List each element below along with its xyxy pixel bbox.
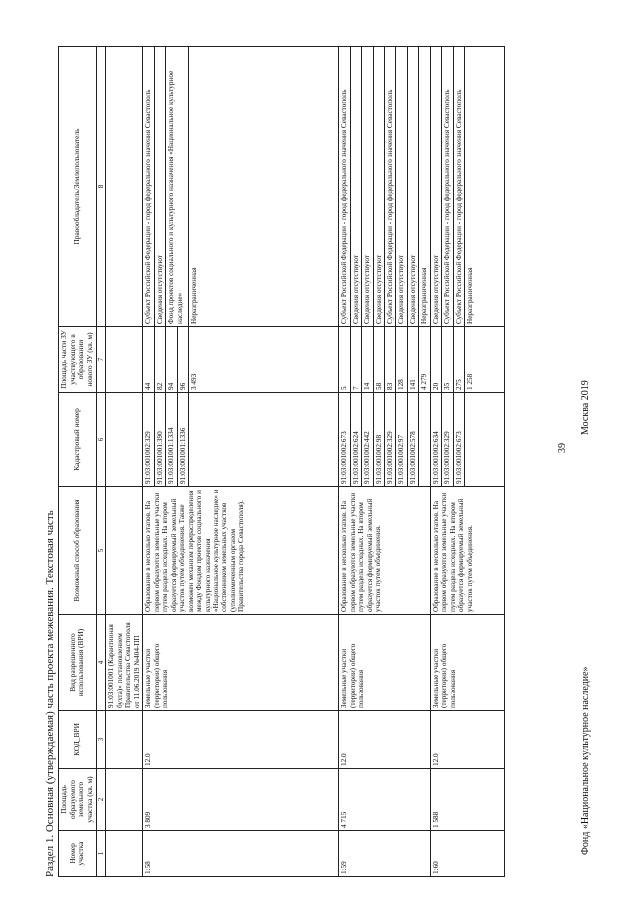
part-area: 20 [430, 327, 441, 393]
col-header: Площадь части ЗУ участвующего в образовании нового ЗУ (кв. м) [59, 327, 97, 393]
plot-number: 1:60 [430, 831, 504, 877]
column-number: 6 [96, 393, 105, 487]
plot-code: 12.0 [143, 711, 339, 769]
plot-method: Образование в несколько этапов. На первом образуются земельные участки путем раздела исходных. На втором образуется формируемый земельный участок путем объединения. [430, 487, 504, 615]
owner: Неразграниченная [189, 47, 339, 327]
column-number: 3 [96, 711, 105, 769]
part-area: 128 [396, 327, 407, 393]
column-number: 5 [96, 487, 105, 615]
col-header: Номер участка [59, 831, 97, 877]
col-header: Возможный способ образования [59, 487, 97, 615]
cadastral-number: 91:03:001001:390 [154, 393, 165, 487]
plot-area: 1 588 [430, 769, 504, 831]
owner: Неразграниченная [465, 47, 505, 327]
cadastral-number: 91:03:001002:329 [385, 393, 396, 487]
page-number: 39 [557, 443, 568, 453]
owner: Сведения отсутствуют [430, 47, 441, 327]
cadastral-number: 91:03:001002:578 [407, 393, 418, 487]
cadastral-number: 91:03:001002:673 [453, 393, 464, 487]
part-area: 58 [373, 327, 384, 393]
owner: Сведения отсутствуют [373, 47, 384, 327]
part-area: 83 [385, 327, 396, 393]
plot-area: 4 715 [339, 769, 431, 831]
cadastral-number [419, 393, 430, 487]
cadastral-number: 91:03:001002:442 [362, 393, 373, 487]
table-row [339, 47, 350, 877]
cadastral-number: 91:03:001002:97 [396, 393, 407, 487]
header-row [59, 47, 97, 877]
plot-code: 12.0 [430, 711, 504, 769]
plot-number: 1:58 [143, 831, 339, 877]
part-area: 94 [166, 327, 177, 393]
part-area: 3 493 [189, 327, 339, 393]
owner: Субъект Российской Федерации - город федерального значения Севастополь [385, 47, 396, 327]
col-header: КОД_ВРИ [59, 711, 97, 769]
column-number: 8 [96, 47, 105, 327]
section-heading: Раздел 1. Основная (утверждаемая) часть проекта межевания. Текстовая часть [44, 510, 56, 877]
plot-number: 1:59 [339, 831, 431, 877]
owner: Сведения отсутствуют [362, 47, 373, 327]
plot-vri: Земельные участки (территории) общего пользования [339, 615, 431, 711]
part-area: 44 [143, 327, 154, 393]
table-row [143, 47, 154, 877]
cadastral-number: 91:03:001002:329 [143, 393, 154, 487]
part-area: 96 [177, 327, 188, 393]
part-area: 4 279 [419, 327, 430, 393]
plot-method: Образование в несколько этапов. На первом образуются земельные участки путем раздела исходных. На втором образуется формируемый земельный участок путем объединения. [339, 487, 431, 615]
col-header: Площадь образуемого земельного участка (кв. м) [59, 769, 97, 831]
cadastral-number: 91:03:001002:634 [430, 393, 441, 487]
col-header: Правообладатель/Землепользователь [59, 47, 97, 327]
land-plots-table [58, 46, 505, 877]
col-header: Кадастровый номер [59, 393, 97, 487]
plot-method: Образование в несколько этапов. На первом образуются земельные участки путем раздела исходных. На втором образуется формируемый земельный участок путем объединения. Также возможен механизм перераспределения между Фондом проектов социального и культурного назначения «Национальное культурное наследие» и собственником земельных участков (уполномоченным органом Правительства города Севастополя). [143, 487, 339, 615]
plot-area: 3 809 [143, 769, 339, 831]
part-area: 14 [362, 327, 373, 393]
column-number: 7 [96, 327, 105, 393]
part-area: 1 258 [465, 327, 505, 393]
column-number-row [96, 47, 105, 877]
footer-city-year: Москва 2019 [580, 380, 591, 435]
owner: Сведения отсутствуют [407, 47, 418, 327]
owner: Сведения отсутствуют [154, 47, 165, 327]
cadastral-number: 91:03:001001:1334 [166, 393, 177, 487]
vri-continuation: 91:03:001001 (Карантинная бухта)» постановлением Правительства Севастополя от 11.06.2019 №404-ПП [106, 615, 143, 711]
owner: Фонд проектов социального и культурного назначения «Национальное культурное наследие» [166, 47, 189, 327]
column-number: 1 [96, 831, 105, 877]
owner: Неразграниченная [419, 47, 430, 327]
part-area: 35 [442, 327, 453, 393]
cadastral-number [465, 393, 505, 487]
table-row [430, 47, 441, 877]
cadastral-number [189, 393, 339, 487]
cadastral-number: 91:03:001002:329 [442, 393, 453, 487]
owner: Субъект Российской Федерации - город федерального значения Севастополь [143, 47, 154, 327]
cadastral-number: 91:03:001001:1336 [177, 393, 188, 487]
plot-code: 12.0 [339, 711, 431, 769]
part-area: 275 [453, 327, 464, 393]
owner: Субъект Российской Федерации - город федерального значения Севастополь [442, 47, 453, 327]
part-area: 141 [407, 327, 418, 393]
col-header: Вид разрешенного использования (ВРИ) [59, 615, 97, 711]
plot-vri: Земельные участки (территории) общего пользования [430, 615, 504, 711]
part-area: 5 [339, 327, 350, 393]
column-number: 2 [96, 769, 105, 831]
owner: Субъект Российской Федерации - город федерального значения Севастополь [339, 47, 350, 327]
cadastral-number: 91:03:001002:98 [373, 393, 384, 487]
owner: Сведения отсутствуют [350, 47, 361, 327]
continuation-row [106, 47, 143, 877]
owner: Субъект Российской Федерации - город федерального значения Севастополь [453, 47, 464, 327]
footer-organization: Фонд «Национальное культурное наследие» [580, 666, 591, 855]
part-area: 7 [350, 327, 361, 393]
column-number: 4 [96, 615, 105, 711]
cadastral-number: 91:03:001002:624 [350, 393, 361, 487]
cadastral-number: 91:03:001002:673 [339, 393, 350, 487]
owner: Сведения отсутствуют [396, 47, 407, 327]
part-area: 82 [154, 327, 165, 393]
plot-vri: Земельные участки (территории) общего пользования [143, 615, 339, 711]
